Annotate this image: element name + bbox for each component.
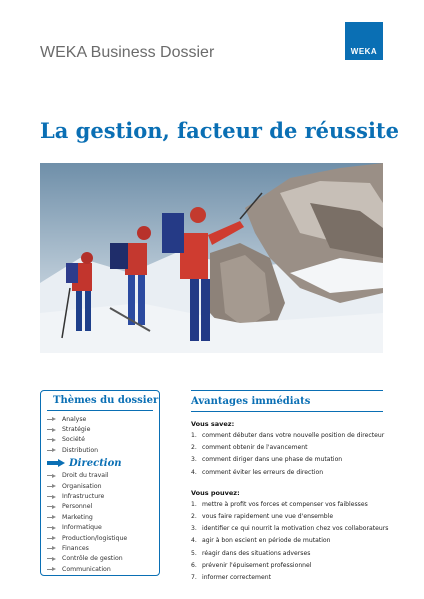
arrow-icon	[47, 417, 56, 421]
arrow-icon	[47, 505, 56, 509]
theme-item	[47, 481, 159, 491]
list-item: 7. informer correctement	[191, 574, 383, 586]
page-title: La gestion, facteur de réussite	[40, 118, 399, 143]
list-item: 5. réagir dans des situations adverses	[191, 550, 383, 562]
theme-item	[47, 533, 159, 543]
arrow-icon	[47, 526, 56, 530]
list-item-text: mettre à profit vos forces et compenser vos faiblesses	[202, 500, 368, 508]
theme-item	[47, 471, 159, 481]
theme-item	[47, 445, 159, 455]
theme-label: Stratégie	[62, 426, 91, 434]
theme-item	[47, 435, 159, 445]
list-item-text: prévenir l'épuisement professionnel	[202, 561, 312, 569]
list-item: 3. comment diriger dans une phase de mutation	[191, 456, 383, 468]
list-item: 6. prévenir l'épuisement professionnel	[191, 562, 383, 574]
arrow-icon	[47, 557, 56, 561]
arrow-icon	[47, 567, 56, 571]
theme-label: Production/logistique	[62, 534, 128, 542]
list-item-text: comment éviter les erreurs de direction	[202, 468, 324, 476]
theme-item	[47, 491, 159, 501]
list-item-text: agir à bon escient en période de mutation	[202, 537, 331, 545]
logo-text: WEKA	[350, 47, 378, 56]
arrow-icon	[47, 484, 56, 488]
theme-item	[47, 512, 159, 522]
benefits-section	[191, 390, 389, 586]
benefits-divider	[191, 411, 383, 412]
theme-item	[47, 523, 159, 533]
arrow-icon	[47, 495, 56, 499]
list-item: 2. vous faire rapidement une vue d'ensemble	[191, 513, 383, 525]
theme-label: Personnel	[62, 503, 93, 511]
list-item-text: comment obtenir de l'avancement	[202, 444, 308, 452]
arrow-icon	[47, 428, 56, 432]
theme-label: Droit du travail	[62, 472, 109, 480]
themes-box	[40, 390, 160, 576]
mountaineers-photo	[40, 163, 383, 353]
theme-label: Analyse	[62, 415, 87, 423]
list-item-text: identifier ce qui nourrit la motivation chez vos collaborateurs	[202, 525, 389, 533]
theme-item	[47, 424, 159, 434]
arrow-bold-icon	[47, 459, 65, 467]
theme-item	[47, 554, 159, 564]
list-item: 1. mettre à profit vos forces et compenser vos faiblesses	[191, 501, 383, 513]
list-item: 4. comment éviter les erreurs de direction	[191, 469, 383, 481]
themes-divider	[47, 410, 153, 411]
arrow-icon	[47, 536, 56, 540]
theme-label: Finances	[62, 544, 89, 552]
vous-savez-label: Vous savez:	[191, 420, 235, 428]
list-item: 4. agir à bon escient en période de mutation	[191, 537, 383, 549]
theme-label: Infrastructure	[62, 493, 105, 501]
theme-label: Organisation	[62, 482, 102, 490]
theme-label: Marketing	[62, 513, 93, 521]
brand-line: WEKA Business Dossier	[40, 44, 215, 61]
theme-label: Distribution	[62, 446, 99, 454]
list-item: 1. comment débuter dans votre nouvelle position de directeur	[191, 432, 383, 444]
arrow-icon	[47, 438, 56, 442]
theme-item	[47, 502, 159, 512]
arrow-icon	[47, 448, 56, 452]
list-item-text: réagir dans des situations adverses	[202, 549, 311, 557]
theme-label: Contrôle de gestion	[62, 555, 123, 563]
theme-active-label: Direction	[69, 457, 122, 469]
list-item-text: comment débuter dans votre nouvelle position de directeur	[202, 432, 385, 439]
vous-pouvez-label: Vous pouvez:	[191, 488, 240, 497]
theme-item	[47, 543, 159, 553]
arrow-icon	[47, 546, 56, 550]
list-item: 2. comment obtenir de l'avancement	[191, 444, 383, 456]
list-item: 3. identifier ce qui nourrit la motivation chez vos collaborateurs	[191, 525, 383, 537]
theme-item	[47, 414, 159, 424]
vous-savez-list	[191, 432, 383, 481]
theme-label: Communication	[62, 565, 111, 573]
benefits-heading: Avantages immédiats	[191, 396, 311, 407]
vous-pouvez-list	[191, 500, 389, 586]
theme-item	[47, 564, 159, 574]
theme-label: Société	[62, 436, 85, 444]
themes-list	[41, 414, 159, 574]
list-item-text: informer correctement	[202, 573, 271, 581]
benefits-top-rule	[191, 390, 383, 391]
theme-label: Informatique	[62, 524, 102, 532]
arrow-icon	[47, 474, 56, 478]
themes-heading: Thèmes du dossier	[53, 395, 159, 406]
list-item-text: comment diriger dans une phase de mutation	[202, 456, 343, 464]
list-item-text: vous faire rapidement une vue d'ensemble	[202, 512, 334, 520]
weka-logo	[345, 22, 383, 60]
arrow-icon	[47, 515, 56, 519]
theme-item-active	[47, 456, 159, 471]
